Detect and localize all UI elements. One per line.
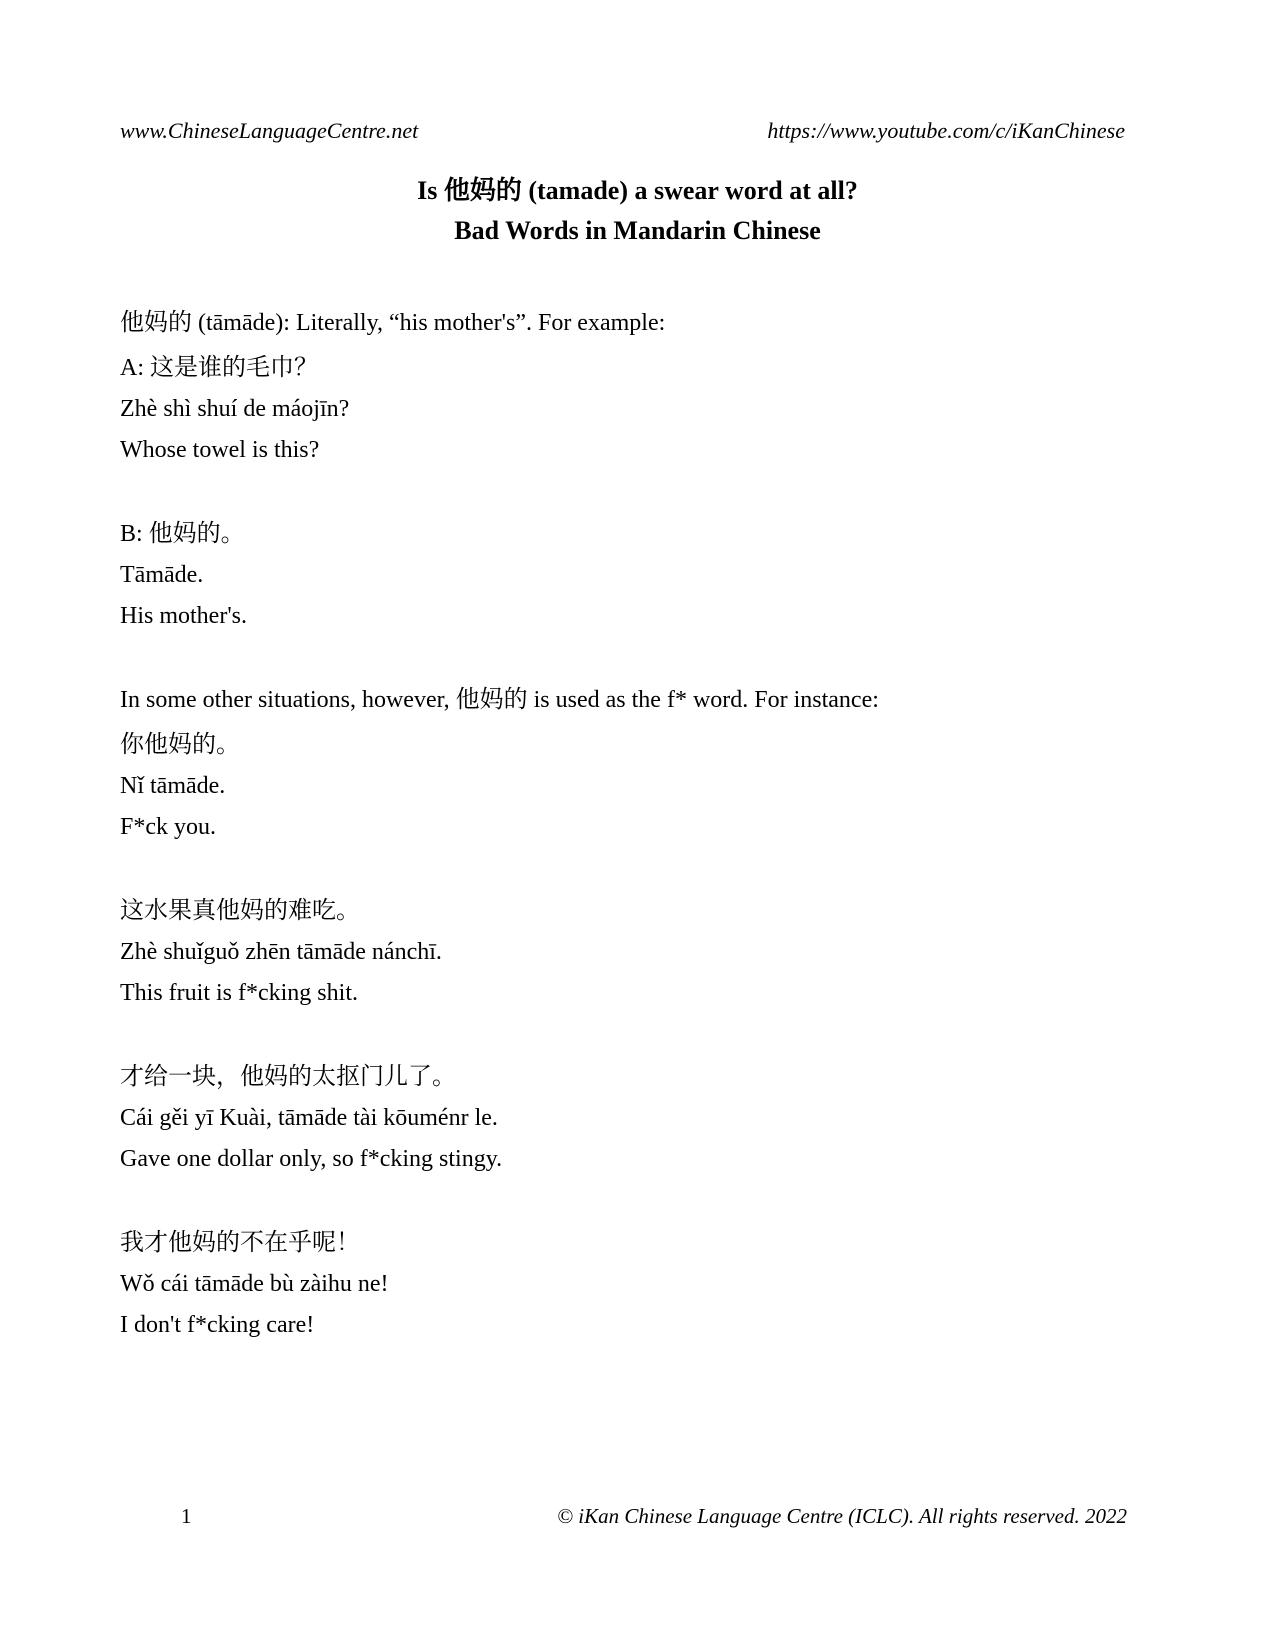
example-block-4 (120, 1223, 1125, 1346)
example-block-2 (120, 891, 1125, 1014)
chinese-line: A: 这是谁的毛巾？ (120, 355, 318, 381)
chinese-line: 才给一块，他妈的太抠门儿了。 (120, 1064, 456, 1090)
transition-paragraph: In some other situations, however, 他妈的 is used as the f* word. For instance: (120, 687, 879, 713)
dialogue-a-block (120, 348, 1125, 471)
header-website-url[interactable]: www.ChineseLanguageCentre.net (120, 118, 419, 143)
english-line: Whose towel is this? (120, 437, 320, 463)
document-body (120, 303, 1125, 1346)
pinyin-line: Cái gěi yī Kuài, tāmāde tài kōuménr le. (120, 1105, 498, 1131)
pinyin-line: Wǒ cái tāmāde bù zàihu ne! (120, 1271, 389, 1297)
english-line: F*ck you. (120, 814, 216, 840)
example-block-3 (120, 1057, 1125, 1180)
copyright-notice: © iKan Chinese Language Centre (ICLC). All rights reserved. 2022 (557, 1504, 1127, 1528)
title-line-2: Bad Words in Mandarin Chinese (454, 216, 821, 245)
english-line: I don't f*cking care! (120, 1312, 315, 1338)
english-line: His mother's. (120, 603, 247, 629)
chinese-line: 你他妈的。 (120, 732, 240, 758)
page-footer (120, 1503, 1127, 1529)
pinyin-line: Zhè shuǐguǒ zhēn tāmāde nánchī. (120, 939, 442, 965)
english-line: This fruit is f*cking shit. (120, 980, 358, 1006)
chinese-line: 我才他妈的不在乎呢！ (120, 1230, 360, 1256)
page-header (120, 118, 1125, 144)
dialogue-b-block (120, 514, 1125, 637)
document-title (0, 171, 1275, 251)
english-line: Gave one dollar only, so f*cking stingy. (120, 1146, 503, 1172)
chinese-line: 这水果真他妈的难吃。 (120, 898, 360, 924)
pinyin-line: Zhè shì shuí de máojīn? (120, 396, 350, 422)
pinyin-line: Nǐ tāmāde. (120, 773, 226, 799)
title-line-1: Is 他妈的 (tamade) a swear word at all? (417, 176, 858, 205)
intro-paragraph: 他妈的 (tāmāde): Literally, “his mother's”. For example: (120, 310, 666, 336)
example-block-1 (120, 725, 1125, 848)
pinyin-line: Tāmāde. (120, 562, 204, 588)
header-youtube-url[interactable]: https://www.youtube.com/c/iKanChinese (767, 118, 1125, 143)
chinese-line: B: 他妈的。 (120, 521, 245, 547)
page-number: 1 (181, 1504, 192, 1528)
